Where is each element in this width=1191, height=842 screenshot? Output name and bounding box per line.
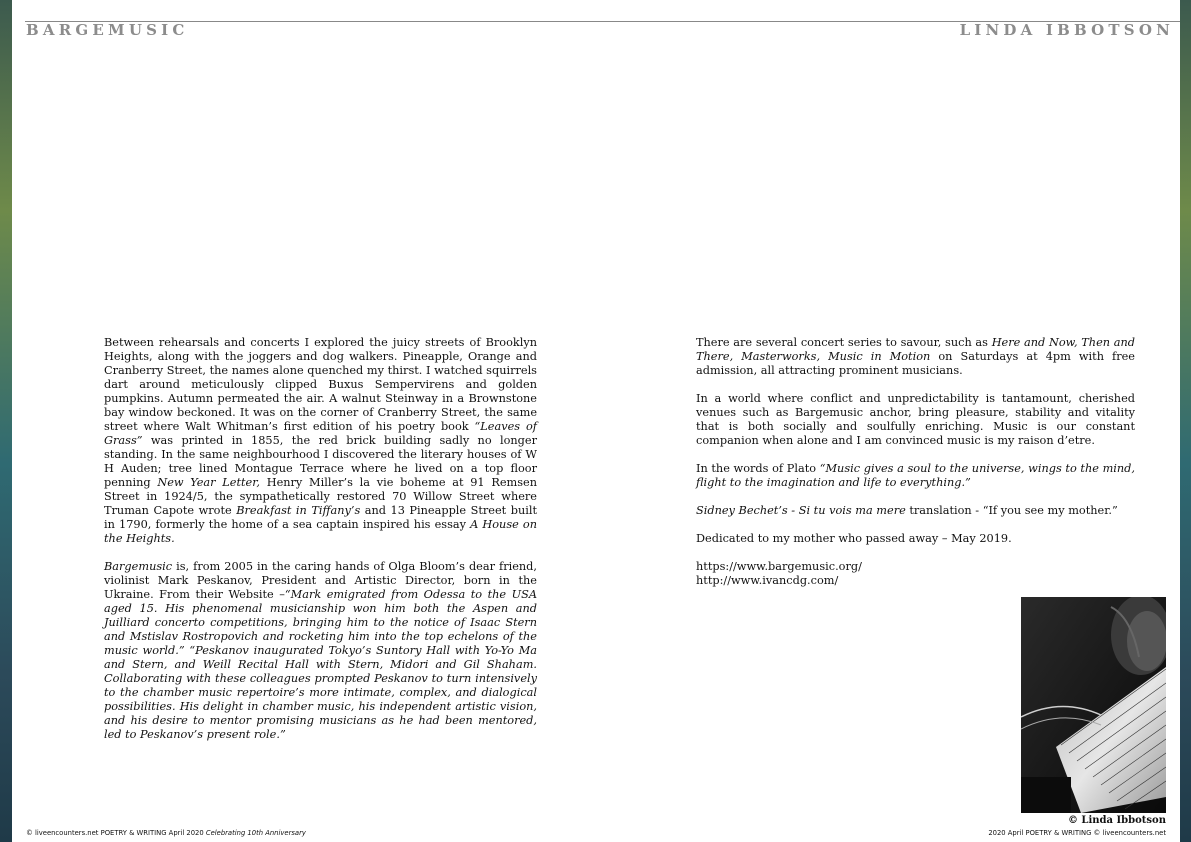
footer-left: © liveencounters.net POETRY & WRITING April 2020 Celebrating 10th Anniversary	[26, 829, 306, 837]
right-column	[696, 336, 1135, 588]
section-title: BARGEMUSIC	[26, 21, 189, 39]
paragraph-plato-quote: In the words of Plato “Music gives a soul to the universe, wings to the mind, flight to the imagination and life to everything.”	[696, 462, 1135, 489]
left-column	[104, 336, 537, 756]
paragraph-brooklyn-heights: Between rehearsals and concerts I explored the juicy streets of Brooklyn Heights, along with the joggers and dog walkers. Pineapple, Orange and Cranberry Street, the names alone quenched my thirst. I watched squirrels dart around meticulously clipped Buxus Sempervirens and golden pumpkins. Autumn permeated the air. A walnut Steinway in a Brownstone bay window beckoned. It was on the corner of Cranberry Street, the same street where Walt Whitman’s first edition of his poetry book “Leaves of Grass” was printed in 1855, the red brick building sadly no longer standing. In the same neighbourhood I discovered the literary houses of W H Auden; tree lined Montague Terrace where he lived on a top floor penning New Year Letter, Henry Miller’s la vie boheme at 91 Remsen Street in 1924/5, the sympathetically restored 70 Willow Street where Truman Capote wrote Breakfast in Tiffany’s and 13 Pineapple Street built in 1790, formerly the home of a sea captain inspired his essay A House on the Heights.	[104, 336, 537, 545]
ivancdg-link[interactable]: http://www.ivancdg.com/	[696, 574, 839, 587]
paragraph-world-conflict: In a world where conflict and unpredictability is tantamount, cherished venues such as Bargemusic anchor, bring pleasure, stability and vitality that is both socially and soulfully enriching. Music is our constant companion when alone and I am convinced music is my raison d’etre.	[696, 392, 1135, 447]
author-name: LINDA IBBOTSON	[959, 21, 1174, 39]
paragraph-concert-series: There are several concert series to savour, such as Here and Now, Then and There, Masterworks, Music in Motion on Saturdays at 4pm with free admission, all attracting prominent musicians.	[696, 336, 1135, 377]
page	[12, 0, 1180, 842]
sheet-music-photo	[1021, 597, 1166, 813]
links	[696, 560, 1135, 588]
paragraph-bargemusic-peskanov: Bargemusic is, from 2005 in the caring hands of Olga Bloom’s dear friend, violinist Mark Peskanov, President and Artistic Director, born in the Ukraine. From their Website –“Mark emigrated from Odessa to the USA aged 15. His phenomenal musicianship won him both the Aspen and Juilliard concerto competitions, bringing him to the notice of Isaac Stern and Mstislav Rostropovich and rocketing him into the top echelons of the music world.” “Peskanov inaugurated Tokyo’s Suntory Hall with Yo-Yo Ma and Stern, and Weill Recital Hall with Stern, Midori and Gil Shaham. Collaborating with these colleagues prompted Peskanov to turn intensively to the chamber music repertoire’s more intimate, complex, and dialogical possibilities. His delight in chamber music, his independent artistic vision, and his desire to mentor promising musicians as he had been mentored, led to Peskanov’s present role.”	[104, 560, 537, 741]
paragraph-dedication: Dedicated to my mother who passed away – May 2019.	[696, 532, 1012, 545]
paragraph-sidney-bechet: Sidney Bechet’s - Si tu vois ma mere translation - “If you see my mother.”	[696, 504, 1118, 517]
photo-credit: © Linda Ibbotson	[1067, 815, 1166, 826]
footer-right: 2020 April POETRY & WRITING © liveencounters.net	[988, 829, 1166, 837]
bargemusic-link[interactable]: https://www.bargemusic.org/	[696, 560, 862, 573]
